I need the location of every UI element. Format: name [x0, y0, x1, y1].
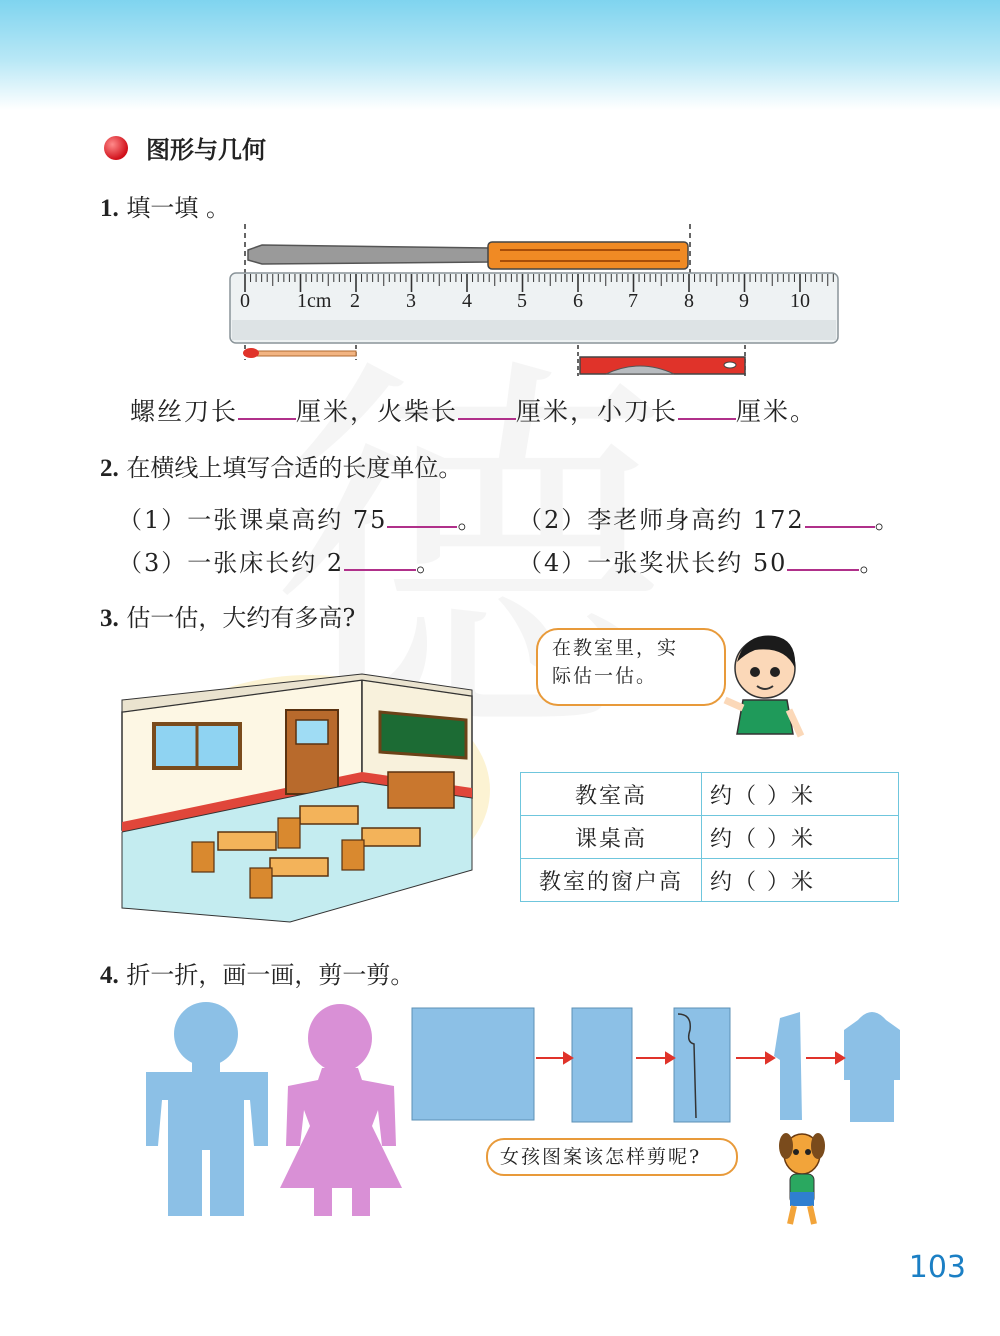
table-cell-item: 教室高	[521, 773, 702, 816]
q2-item-3-blank[interactable]	[344, 549, 416, 571]
q2-item-1	[118, 500, 483, 535]
page-number: 103	[908, 1250, 966, 1285]
girl-figure-icon	[280, 1004, 402, 1216]
ruler-tick-label-2: 2	[350, 290, 360, 312]
section-bullet-icon	[104, 136, 128, 160]
q1-title: 填一填 。	[126, 194, 231, 222]
q2-item-1-end: 。	[457, 506, 484, 534]
table-row	[521, 859, 899, 902]
q3-speech-bubble	[536, 628, 726, 706]
section-title: 图形与几何	[146, 136, 266, 164]
paper-square-step-1	[412, 1008, 534, 1120]
ruler-tick-label-7: 7	[628, 290, 638, 312]
ruler-tick-label-10: 10	[790, 290, 810, 312]
q2-item-3-end: 。	[416, 549, 443, 577]
q3-bubble-line-1: 在教室里，实	[552, 637, 679, 659]
ruler-tick-label-9: 9	[739, 290, 749, 312]
screwdriver-icon	[248, 242, 688, 269]
q3-bubble-line-2: 际估一估。	[552, 665, 658, 687]
q1-sentence-match: 厘米，火柴长	[296, 397, 459, 426]
q2-item-2	[518, 500, 901, 535]
q2-item-4	[518, 543, 885, 578]
ruler-illustration	[0, 220, 1000, 380]
q4-bubble-text: 女孩图案该怎样剪呢?	[500, 1146, 702, 1168]
q2-item-1-text: （1）一张课桌高约 75	[118, 506, 388, 534]
table-cell-answer[interactable]: 约（ ）米	[702, 773, 899, 816]
match-length-blank[interactable]	[458, 398, 516, 420]
ruler-tick-label-8: 8	[684, 290, 694, 312]
ruler-unit-label: 1cm	[297, 290, 332, 312]
dog-character-icon	[766, 1128, 838, 1228]
q2-item-3	[118, 543, 442, 578]
paper-drawn-step-3	[674, 1008, 730, 1122]
ruler-tick-label-5: 5	[517, 290, 527, 312]
q2-title: 在横线上填写合适的长度单位。	[126, 454, 463, 482]
paper-unfolded-step-5	[844, 1012, 900, 1122]
table-cell-item: 课桌高	[521, 816, 702, 859]
height-estimate-table	[520, 772, 899, 902]
q3-number: 3.	[100, 605, 119, 632]
knife-length-blank[interactable]	[678, 398, 736, 420]
q3-title: 估一估，大约有多高?	[126, 604, 356, 632]
q1-heading	[100, 188, 230, 223]
ruler-tick-label-4: 4	[462, 290, 472, 312]
q1-answer-sentence	[130, 392, 817, 428]
q3-heading	[100, 598, 355, 633]
q2-item-2-blank[interactable]	[805, 506, 875, 528]
paper-folded-step-2	[572, 1008, 632, 1122]
ruler-tick-label-0: 0	[240, 290, 250, 312]
match-icon	[243, 348, 356, 358]
knife-icon	[580, 357, 745, 374]
boy-figure-icon	[146, 1002, 268, 1216]
q1-sentence-screwdriver: 螺丝刀长	[130, 397, 239, 426]
top-decoration-band	[0, 0, 1000, 110]
table-row	[521, 816, 899, 859]
q1-number: 1.	[100, 195, 119, 222]
q2-number: 2.	[100, 455, 119, 482]
q4-heading	[100, 955, 414, 990]
q2-item-2-text: （2）李老师身高约 172	[518, 506, 805, 534]
q2-item-4-blank[interactable]	[787, 549, 859, 571]
table-cell-answer[interactable]: 约（ ）米	[702, 859, 899, 902]
boy-character-icon	[715, 622, 815, 752]
table-row	[521, 773, 899, 816]
q1-sentence-knife: 厘米，小刀长	[516, 397, 679, 426]
paper-cut-step-4	[774, 1012, 802, 1120]
q2-item-1-blank[interactable]	[387, 506, 457, 528]
q4-speech-bubble	[486, 1138, 738, 1176]
q4-title: 折一折，画一画，剪一剪。	[126, 961, 415, 989]
q2-item-4-end: 。	[859, 549, 886, 577]
ruler-tick-label-6: 6	[573, 290, 583, 312]
q2-item-4-text: （4）一张奖状长约 50	[518, 549, 788, 577]
q1-sentence-end: 厘米。	[736, 397, 818, 426]
table-cell-answer[interactable]: 约（ ）米	[702, 816, 899, 859]
ruler-tick-label-3: 3	[406, 290, 416, 312]
q2-item-3-text: （3）一张床长约 2	[118, 549, 345, 577]
screwdriver-length-blank[interactable]	[238, 398, 296, 420]
table-cell-item: 教室的窗户高	[521, 859, 702, 902]
q2-item-2-end: 。	[874, 506, 901, 534]
classroom-illustration	[110, 660, 500, 930]
q4-number: 4.	[100, 962, 119, 989]
q2-heading	[100, 448, 462, 483]
